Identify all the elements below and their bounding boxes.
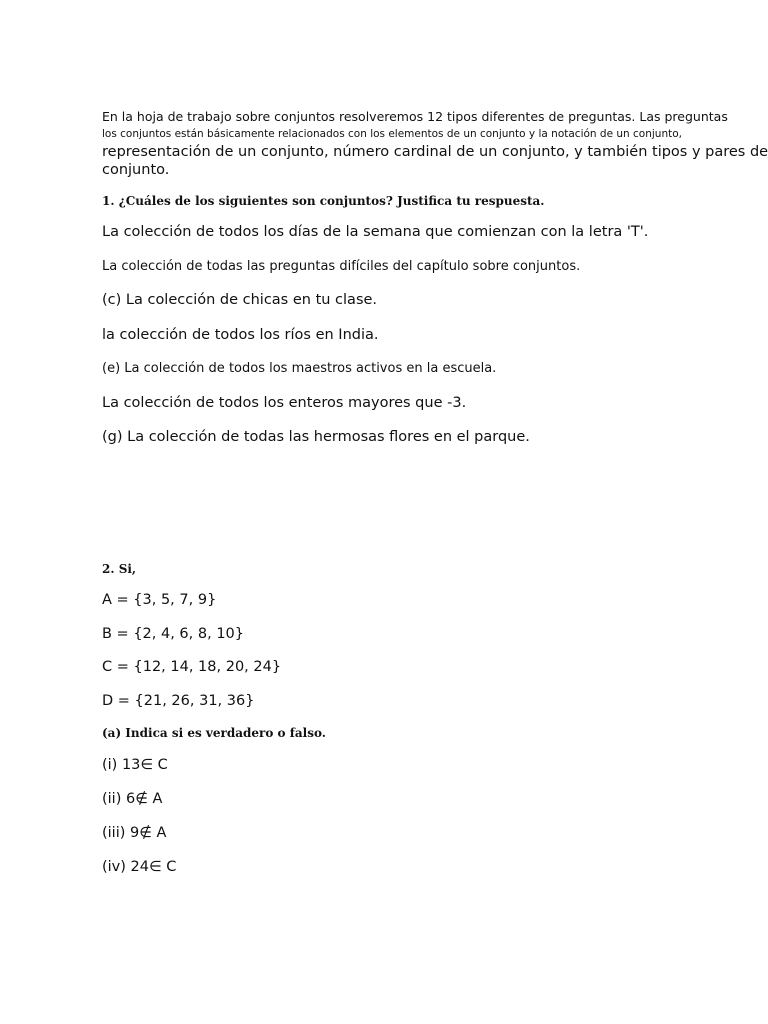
q1-item-g: (g) La colección de todas las hermosas flores en el parque. <box>102 429 530 445</box>
set-c: C = {12, 14, 18, 20, 24} <box>102 659 282 675</box>
q1-item-c: (c) La colección de chicas en tu clase. <box>102 292 378 308</box>
statement-ii: (ii) 6∉ A <box>102 791 163 807</box>
statement-iv: (iv) 24∈ C <box>102 859 177 875</box>
statement-iii: (iii) 9∉ A <box>102 825 167 841</box>
intro-line-4: conjunto. <box>102 162 170 178</box>
intro-line-2: los conjuntos están básicamente relacionados con los elementos de un conjunto y la notación de un conjunto, <box>102 128 682 140</box>
statement-i: (i) 13∈ C <box>102 757 168 773</box>
set-a: A = {3, 5, 7, 9} <box>102 592 217 608</box>
set-b: B = {2, 4, 6, 8, 10} <box>102 626 244 642</box>
set-d: D = {21, 26, 31, 36} <box>102 693 255 709</box>
q1-item-b: La colección de todas las preguntas difíciles del capítulo sobre conjuntos. <box>102 259 581 274</box>
q1-item-d: la colección de todos los ríos en India. <box>102 327 379 343</box>
q1-item-a: La colección de todos los días de la semana que comienzan con la letra 'T'. <box>102 224 649 240</box>
intro-line-3: representación de un conjunto, número cardinal de un conjunto, y también tipos y pares de <box>102 144 768 160</box>
q1-item-e: (e) La colección de todos los maestros activos en la escuela. <box>102 361 497 376</box>
q1-item-f: La colección de todos los enteros mayores que -3. <box>102 395 467 411</box>
question-2-heading: 2. Si, <box>102 562 137 576</box>
intro-line-1: En la hoja de trabajo sobre conjuntos resolveremos 12 tipos diferentes de preguntas. Las preguntas <box>102 109 728 124</box>
question-1-heading: 1. ¿Cuáles de los siguientes son conjuntos? Justifica tu respuesta. <box>102 194 545 208</box>
question-2a-heading: (a) Indica si es verdadero o falso. <box>102 726 326 740</box>
